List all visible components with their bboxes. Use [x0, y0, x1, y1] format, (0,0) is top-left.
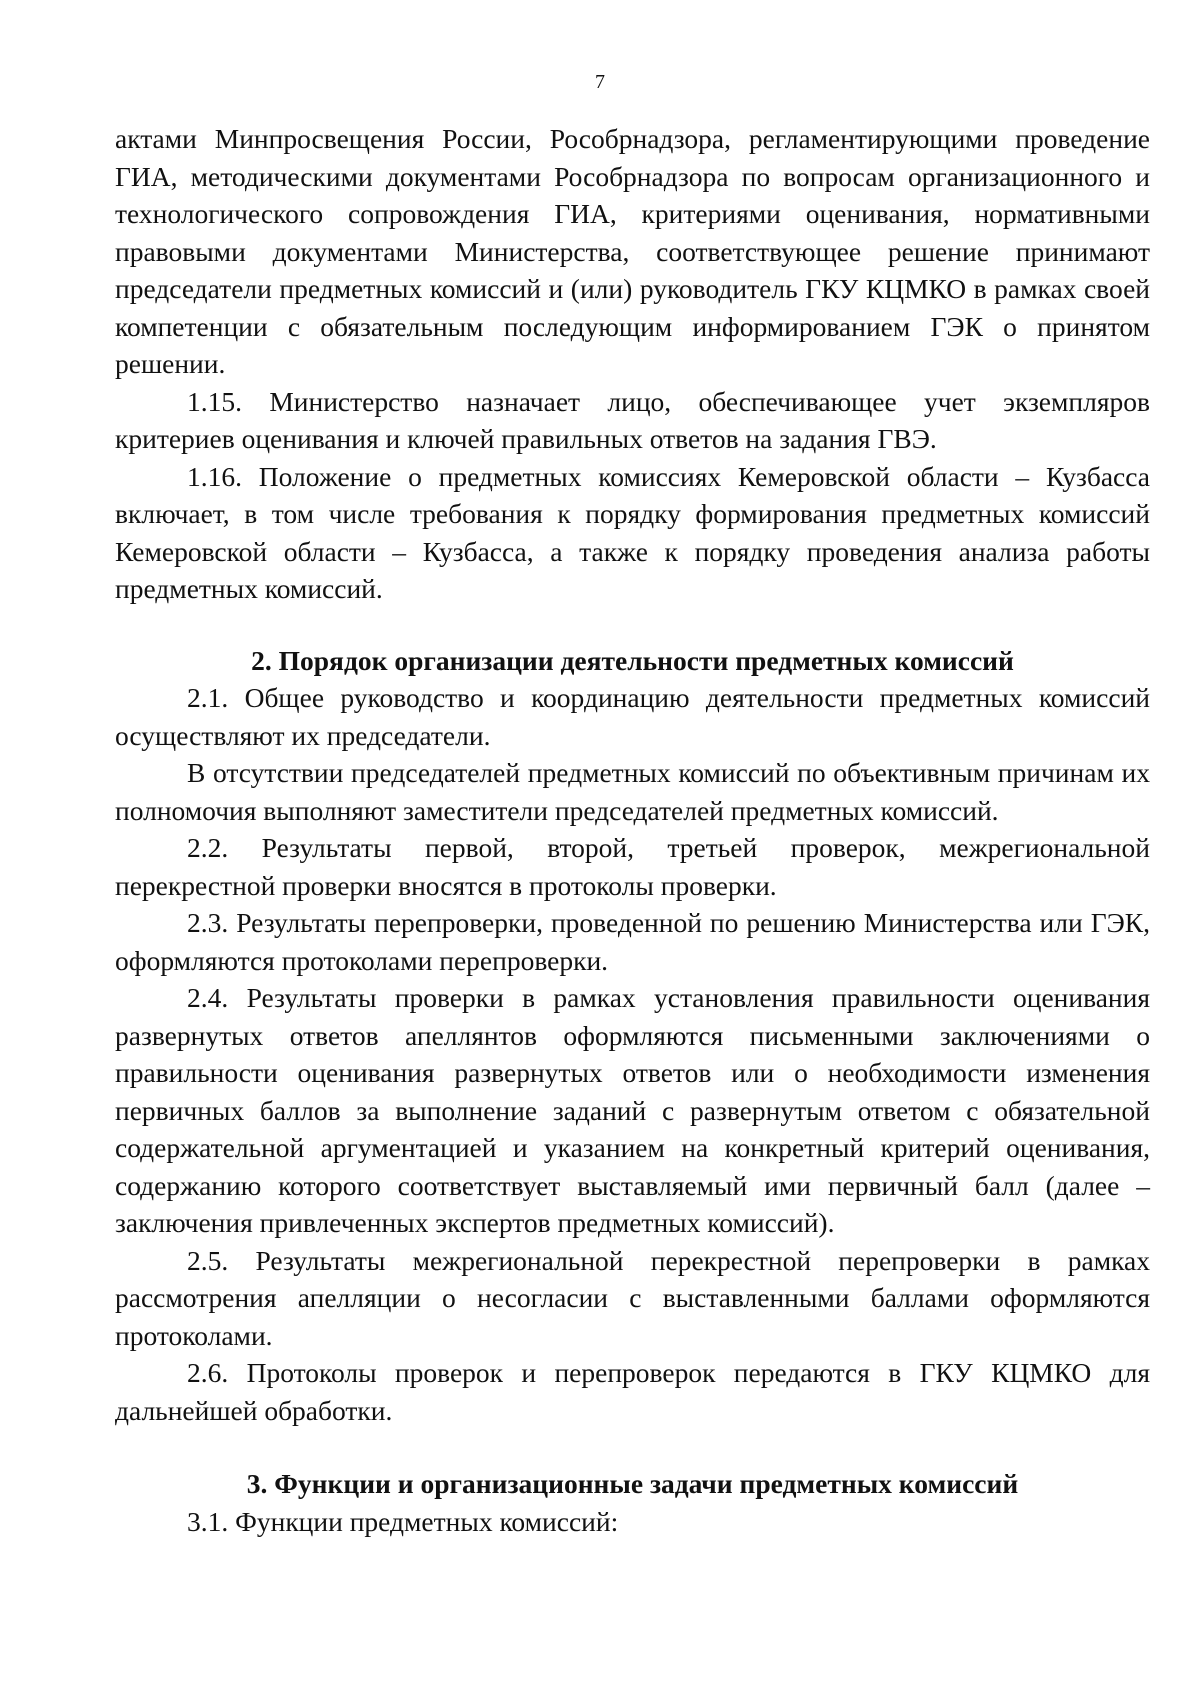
- paragraph-2-5: 2.5. Результаты межрегиональной перекрестной перепроверки в рамках рассмотрения апелляции о несогласии с выставленными баллами оформляются протоколами.: [115, 1244, 1150, 1351]
- paragraph-continuation: актами Минпросвещения России, Рособрнадзора, регламентирующими проведение ГИА, методическими документами Рособрнадзора по вопросам организационного и технологического сопровождения ГИА, критериями оценивания, нормативными правовыми документами Министерства, соответствующее решение принимают председатели предметных комиссий и (или) руководитель ГКУ КЦМКО в рамках своей компетенции с обязательным последующим информированием ГЭК о принятом решении.: [115, 123, 1150, 379]
- section-3-heading: 3. Функции и организационные задачи предметных комиссий: [246, 1468, 1019, 1499]
- paragraph-2-3: 2.3. Результаты перепроверки, проведенной по решению Министерства или ГЭК, оформляются протоколами перепроверки.: [115, 907, 1150, 976]
- page-number: 7: [595, 71, 605, 93]
- paragraph-1-15: 1.15. Министерство назначает лицо, обеспечивающее учет экземпляров критериев оценивания и ключей правильных ответов на задания ГВЭ.: [115, 385, 1150, 454]
- paragraph-2-1-absence: В отсутствии председателей предметных комиссий по объективным причинам их полномочия выполняют заместители председателей предметных комиссий.: [115, 757, 1150, 826]
- paragraph-2-1: 2.1. Общее руководство и координацию деятельности предметных комиссий осуществляют их председатели.: [115, 682, 1150, 751]
- paragraph-2-2: 2.2. Результаты первой, второй, третьей проверок, межрегиональной перекрестной проверки вносятся в протоколы проверки.: [115, 832, 1150, 901]
- paragraph-1-16: 1.16. Положение о предметных комиссиях Кемеровской области – Кузбасса включает, в том числе требования к порядку формирования предметных комиссий Кемеровской области – Кузбасса, а также к порядку проведения анализа работы предметных комиссий.: [115, 460, 1150, 604]
- document-body: [115, 120, 1150, 1540]
- paragraph-2-6: 2.6. Протоколы проверок и перепроверок передаются в ГКУ КЦМКО для дальнейшей обработки.: [115, 1357, 1150, 1426]
- paragraph-2-4: 2.4. Результаты проверки в рамках установления правильности оценивания развернутых ответов апеллянтов оформляются письменными заключениями о правильности оценивания развернутых ответов или о необходимости изменения первичных баллов за выполнение заданий с развернутым ответом с обязательной содержательной аргументацией и указанием на конкретный критерий оценивания, содержанию которого соответствует выставляемый ими первичный балл (далее – заключения привлеченных экспертов предметных комиссий).: [115, 982, 1150, 1238]
- section-2-heading: 2. Порядок организации деятельности предметных комиссий: [251, 644, 1014, 676]
- paragraph-3-1: 3.1. Функции предметных комиссий:: [187, 1505, 619, 1537]
